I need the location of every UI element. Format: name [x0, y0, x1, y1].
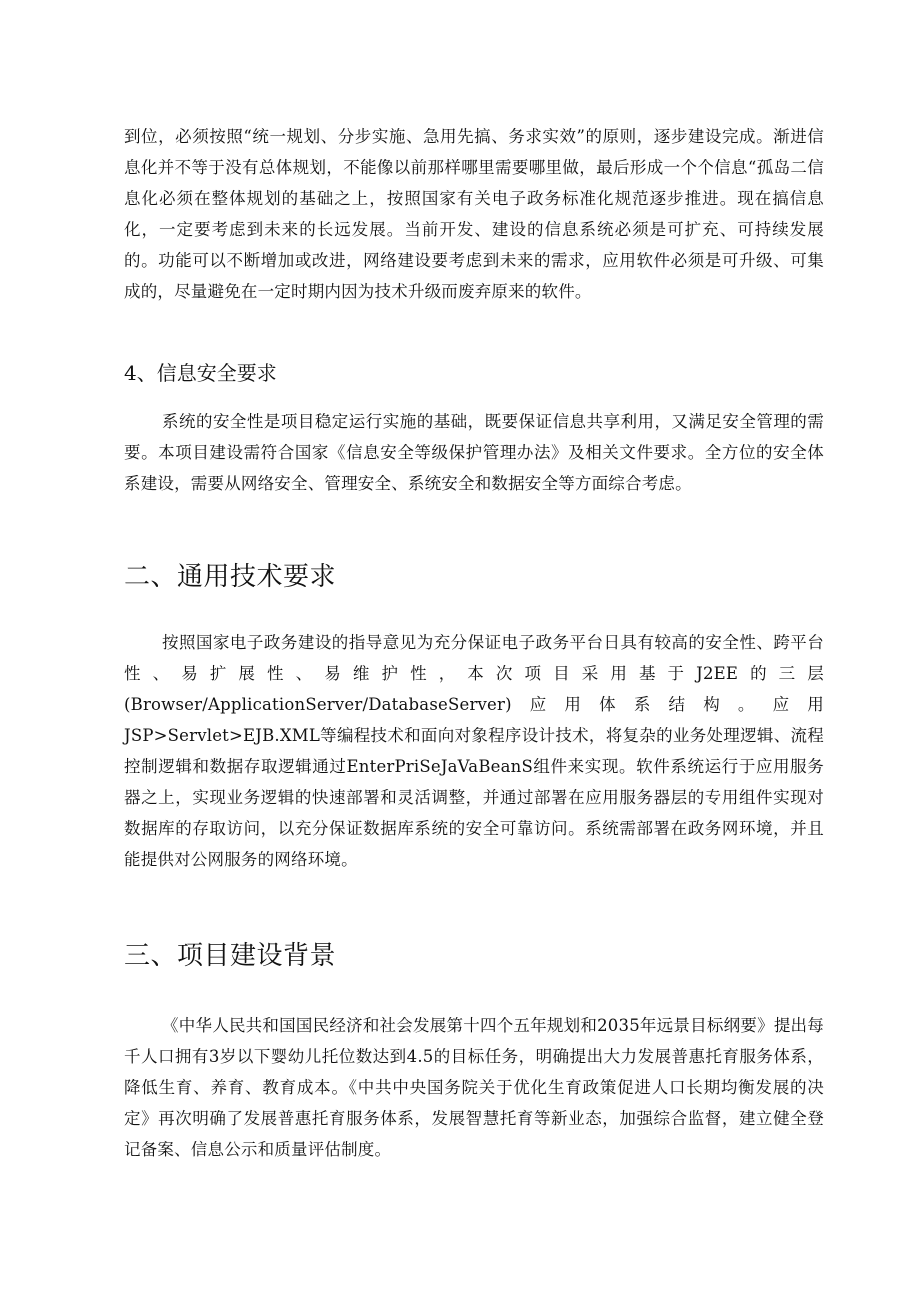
section-4-heading-block [124, 358, 824, 388]
chapter-3-heading-block [124, 939, 824, 973]
security-paragraph-block [124, 406, 824, 499]
intro-paragraph-block [124, 121, 824, 307]
intro-paragraph: 到位，必须按照“统一规划、分步实施、急用先搞、务求实效”的原则，逐步建设完成。渐进信息化并不等于没有总体规划，不能像以前那样哪里需要哪里做，最后形成一个个信息“孤岛二信息化必须在整体规划的基础之上，按照国家有关电子政务标准化规范逐步推进。现在搞信息化，一定要考虑到未来的长远发展。当前开发、建设的信息系统必须是可扩充、可持续发展的。功能可以不断增加或改进，网络建设要考虑到未来的需求，应用软件必须是可升级、可集成的，尽量避免在一定时期内因为技术升级而废弃原来的软件。 [124, 127, 824, 301]
background-paragraph-block [124, 1010, 824, 1165]
tech-paragraph: 按照国家电子政务建设的指导意见为充分保证电子政务平台日具有较高的安全性、跨平台性、易扩展性、易维护性，本次项目采用基于J2EE的三层(Browser/ApplicationServer/DatabaseServer)应用体系结构。应用JSP>Servlet>EJB.XML等编程技术和面向对象程序设计技术，将复杂的业务处理逻辑、流程控制逻辑和数据存取逻辑通过EnterPriSeJaVaBeanS组件来实现。软件系统运行于应用服务器之上，实现业务逻辑的快速部署和灵活调整，并通过部署在应用服务器层的专用组件实现对数据库的存取访问，以充分保证数据库系统的安全可靠访问。系统需部署在政务网环境，并且能提供对公网服务的网络环境。 [124, 633, 824, 869]
chapter-heading-background: 三、项目建设背景 [124, 941, 337, 971]
section-heading-security: 4、信息安全要求 [124, 361, 277, 385]
tech-paragraph-block [124, 627, 824, 875]
security-paragraph: 系统的安全性是项目稳定运行实施的基础，既要保证信息共享利用，又满足安全管理的需要。本项目建设需符合国家《信息安全等级保护管理办法》及相关文件要求。全方位的安全体系建设，需要从网络安全、管理安全、系统安全和数据安全等方面综合考虑。 [124, 412, 824, 493]
chapter-heading-tech-requirements: 二、通用技术要求 [124, 562, 337, 592]
background-paragraph: 《中华人民共和国国民经济和社会发展第十四个五年规划和2035年远景目标纲要》提出每千人口拥有3岁以下婴幼儿托位数达到4.5的目标任务，明确提出大力发展普惠托育服务体系，降低生育、养育、教育成本。《中共中央国务院关于优化生育政策促进人口长期均衡发展的决定》再次明确了发展普惠托育服务体系，发展智慧托育等新业态，加强综合监督，建立健全登记备案、信息公示和质量评估制度。 [124, 1016, 824, 1159]
chapter-2-heading-block [124, 560, 824, 594]
